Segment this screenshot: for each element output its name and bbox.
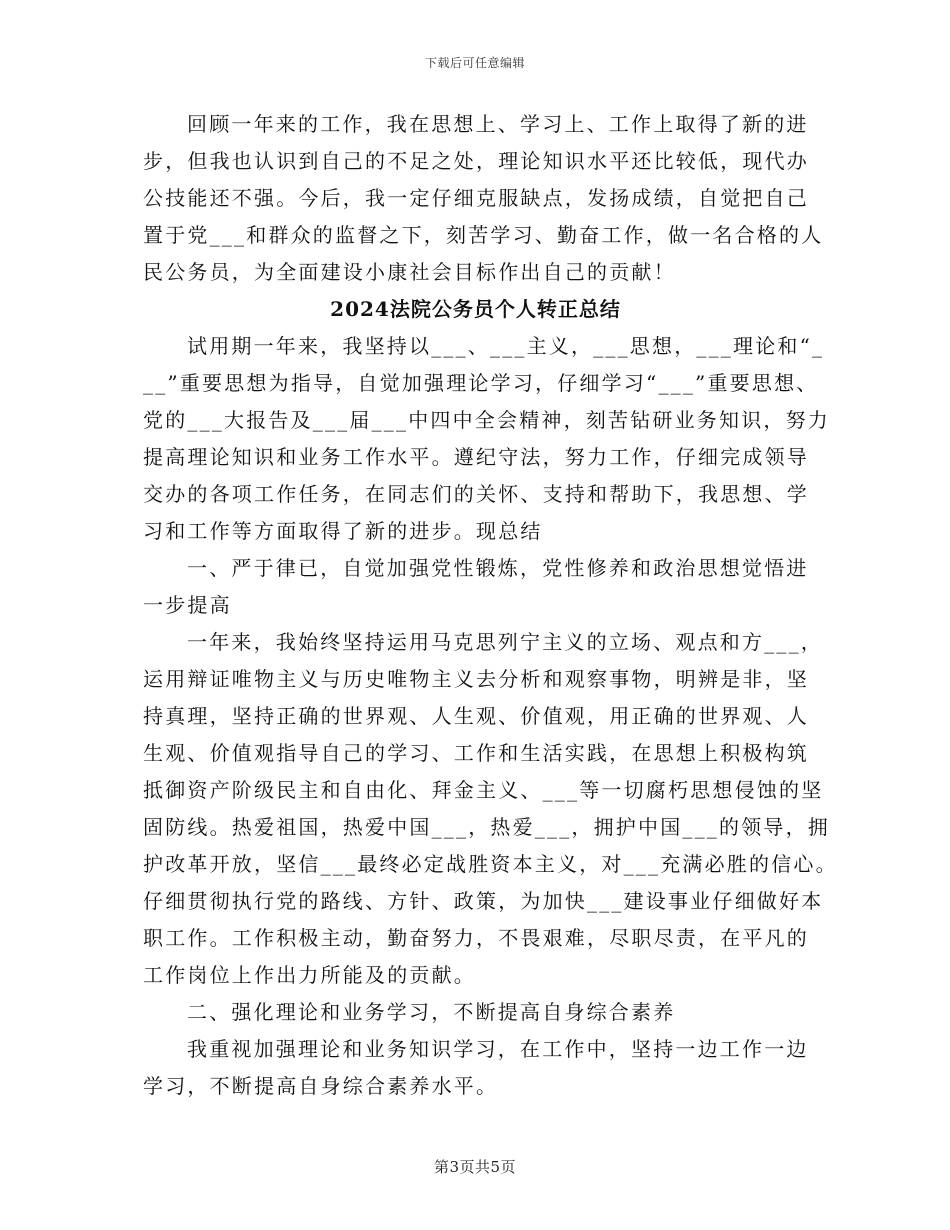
paragraph-line: 党的___大报告及___届___中四中全会精神，刻苦钻研业务知识，努力 xyxy=(143,408,830,432)
header-note: 下载后可任意编辑 xyxy=(424,56,525,70)
paragraph-line: 仔细贯彻执行党的路线、方针、政策，为加快___建设事业仔细做好本 xyxy=(143,889,824,913)
paragraph-line: 交办的各项工作任务，在同志们的关怀、支持和帮助下，我思想、学 xyxy=(143,482,809,506)
paragraph-line: 一年来，我始终坚持运用马克思列宁主义的立场、观点和方___， xyxy=(187,630,823,654)
paragraph-line: 民公务员，为全面建设小康社会目标作出自己的贡献！ xyxy=(143,260,676,284)
paragraph-line: 固防线。热爱祖国，热爱中国___，热爱___，拥护中国___的领导，拥 xyxy=(143,815,830,839)
paragraph-line: 持真理，坚持正确的世界观、人生观、价值观，用正确的世界观、人 xyxy=(143,704,809,728)
paragraph-line: 提高理论知识和业务工作水平。遵纪守法，努力工作，仔细完成领导 xyxy=(143,445,809,469)
paragraph-line: 运用辩证唯物主义与历史唯物主义去分析和观察事物，明辨是非，坚 xyxy=(143,667,809,691)
heading-line: 一步提高 xyxy=(143,593,232,617)
paragraph-line: 置于党___和群众的监督之下，刻苦学习、勤奋工作，做一名合格的人 xyxy=(143,223,824,247)
paragraph-line: 试用期一年来，我坚持以___、___主义，___思想，___理论和“_ xyxy=(187,334,825,358)
heading-line: 一、严于律已，自觉加强党性锻炼，党性修养和政治思想觉悟进 xyxy=(187,556,809,580)
document-body xyxy=(143,106,838,1105)
page-number: 第3页共5页 xyxy=(433,1158,517,1176)
paragraph-line: 生观、价值观指导自己的学习、工作和生活实践，在思想上积极构筑 xyxy=(143,741,809,765)
paragraph-line: __”重要思想为指导，自觉加强理论学习，仔细学习“___”重要思想、 xyxy=(143,371,819,395)
paragraph-line: 习和工作等方面取得了新的进步。现总结 xyxy=(143,519,543,543)
paragraph-line: 公技能还不强。今后，我一定仔细克服缺点，发扬成绩，自觉把自己 xyxy=(143,186,809,210)
heading-line: 二、强化理论和业务学习，不断提高自身综合素养 xyxy=(187,1000,676,1024)
paragraph-line: 回顾一年来的工作，我在思想上、学习上、工作上取得了新的进 xyxy=(187,112,809,136)
paragraph-line: 护改革开放，坚信___最终必定战胜资本主义，对___充满必胜的信心。 xyxy=(143,852,838,876)
paragraph-line: 学习，不断提高自身综合素养水平。 xyxy=(143,1074,499,1098)
paragraph-line: 抵御资产阶级民主和自由化、拜金主义、___等一切腐朽思想侵蚀的坚 xyxy=(143,778,824,802)
section-title: 2024法院公务员个人转正总结 xyxy=(330,297,621,321)
paragraph-line: 步，但我也认识到自己的不足之处，理论知识水平还比较低，现代办 xyxy=(143,149,809,173)
paragraph-line: 工作岗位上作出力所能及的贡献。 xyxy=(143,963,476,987)
paragraph-line: 我重视加强理论和业务知识学习，在工作中，坚持一边工作一边 xyxy=(187,1037,809,1061)
paragraph-line: 职工作。工作积极主动，勤奋努力，不畏艰难，尽职尽责，在平凡的 xyxy=(143,926,809,950)
